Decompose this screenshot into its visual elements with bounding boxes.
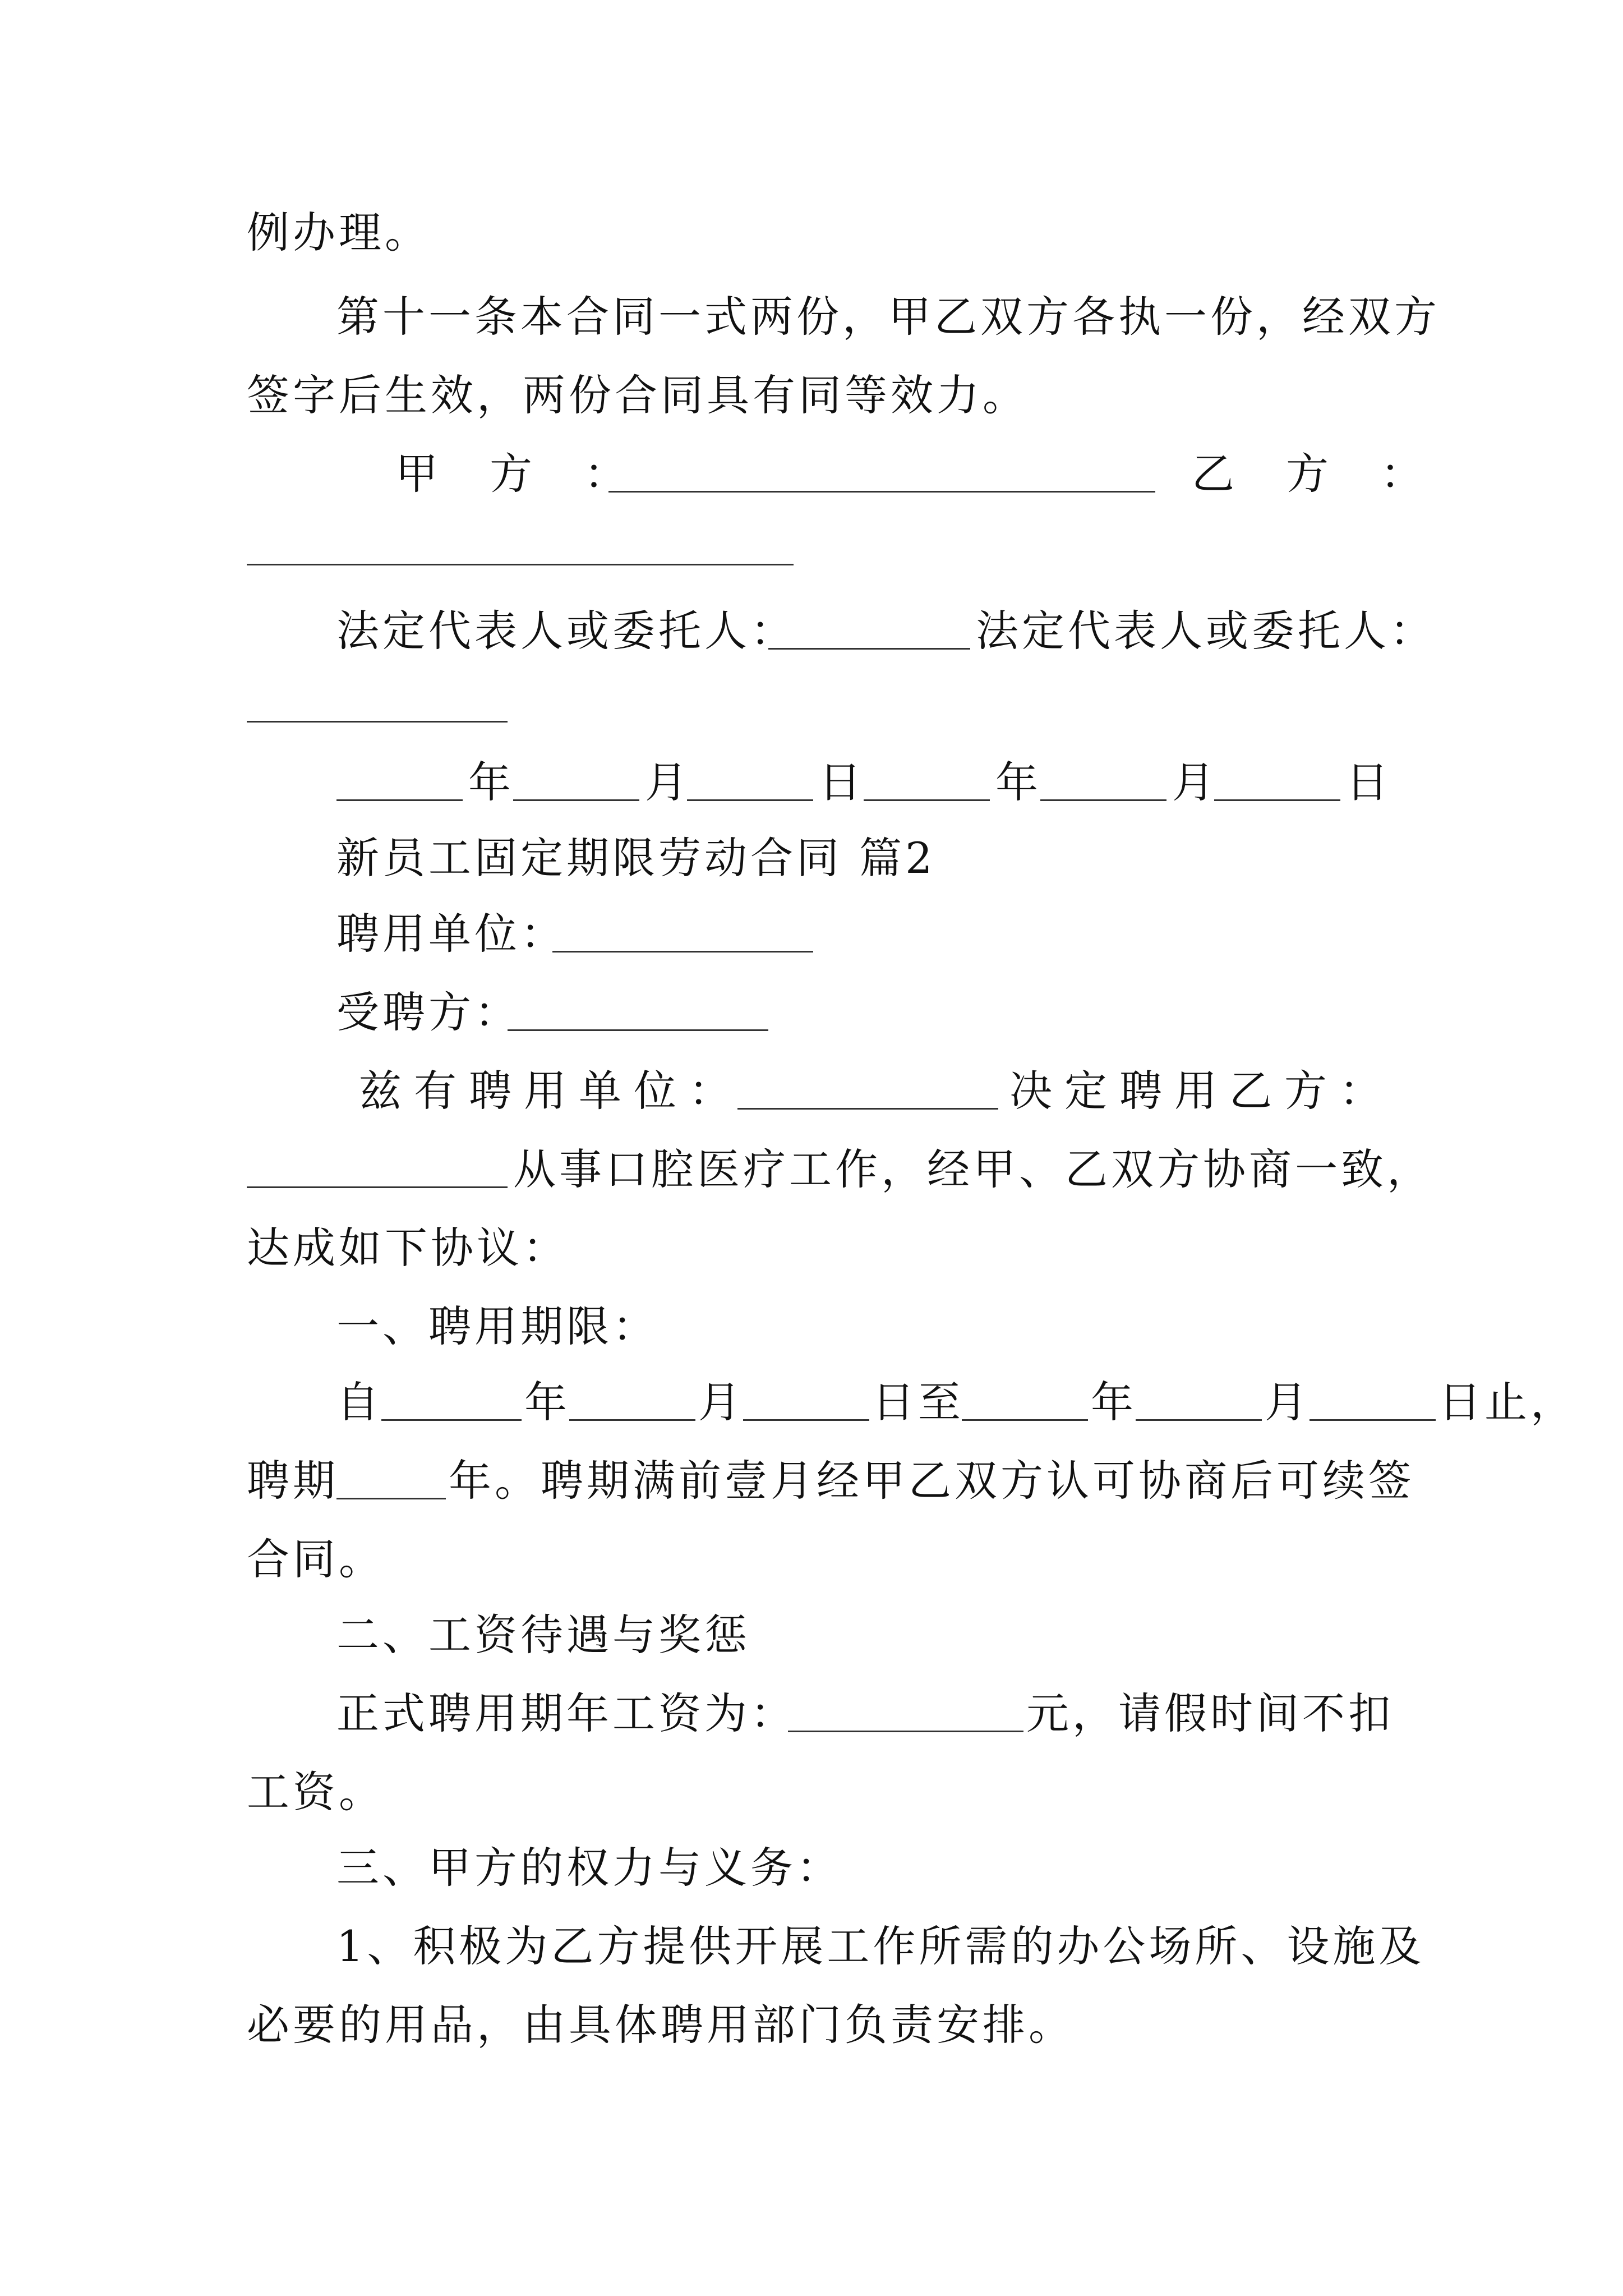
legal-rep-a-label: 法定代表人或委托人： xyxy=(336,606,796,656)
section-title: 新员工固定期限劳动合同 篇2 xyxy=(336,833,936,883)
party-a-label: 甲 方 ： xyxy=(395,449,646,499)
paragraph-line: 达成如下协议： xyxy=(247,1223,569,1273)
salary-label: 正式聘用期年工资为： xyxy=(336,1688,796,1738)
party-b-signature-line xyxy=(247,564,794,565)
employee-label: 受聘方： xyxy=(336,987,520,1037)
date-year-b-blank xyxy=(864,799,990,801)
decision-employer-blank xyxy=(737,1108,998,1110)
date-year-a-label: 年 xyxy=(468,757,514,807)
period-year-b-label: 年 xyxy=(1091,1377,1137,1427)
date-year-b-label: 年 xyxy=(995,757,1041,807)
period-year-b-blank xyxy=(962,1419,1088,1421)
date-day-a-blank xyxy=(687,799,813,801)
period-month-b-label: 月 xyxy=(1265,1377,1311,1427)
employer-label: 聘用单位： xyxy=(336,909,566,959)
employer-blank xyxy=(552,951,813,953)
paragraph-line: 合同。 xyxy=(247,1534,385,1584)
legal-rep-b-line xyxy=(247,721,508,723)
period-to-label: 日至 xyxy=(872,1377,964,1427)
paragraph-line: 工资。 xyxy=(247,1767,385,1817)
date-month-a-blank xyxy=(513,799,639,801)
party-b-label: 乙 方 ： xyxy=(1192,449,1442,499)
period-from-label: 自 xyxy=(336,1377,382,1427)
heading-two: 二、工资待遇与奖惩 xyxy=(336,1610,750,1660)
period-month-a-blank xyxy=(569,1419,695,1421)
salary-blank xyxy=(788,1731,1023,1732)
paragraph-line: 元，请假时间不扣 xyxy=(1026,1688,1394,1738)
employee-blank xyxy=(508,1029,768,1031)
date-day-a-label: 日 xyxy=(819,757,865,807)
paragraph-line: 签字后生效，两份合同具有同等效力。 xyxy=(247,370,1029,420)
paragraph-line: 从事口腔医疗工作，经甲、乙双方协商一致， xyxy=(513,1144,1433,1194)
heading-three: 三、甲方的权力与义务： xyxy=(336,1843,842,1893)
period-day-b-blank xyxy=(1310,1419,1436,1421)
paragraph-line: 1、积极为乙方提供开展工作所需的办公场所、设施及 xyxy=(336,1921,1425,1971)
party-a-signature-line xyxy=(608,491,1155,493)
decision-label-a: 兹有聘用单位： xyxy=(359,1066,744,1116)
period-end-label: 日止， xyxy=(1438,1377,1576,1427)
paragraph-line: 例办理。 xyxy=(247,208,431,257)
legal-rep-a-line xyxy=(768,648,970,650)
period-year-a-label: 年 xyxy=(524,1377,570,1427)
period-month-b-blank xyxy=(1136,1419,1262,1421)
legal-rep-b-label: 法定代表人或委托人： xyxy=(976,606,1436,656)
date-day-b-label: 日 xyxy=(1346,757,1392,807)
term-years-blank xyxy=(336,1498,446,1499)
decision-employee-blank xyxy=(247,1186,508,1188)
heading-one: 一、聘用期限： xyxy=(336,1301,658,1351)
date-day-b-blank xyxy=(1214,799,1340,801)
date-month-b-blank xyxy=(1040,799,1166,801)
term-label: 聘期 xyxy=(247,1456,339,1506)
paragraph-line: 必要的用品，由具体聘用部门负责安排。 xyxy=(247,2000,1075,2050)
period-year-a-blank xyxy=(381,1419,522,1421)
date-month-b-label: 月 xyxy=(1172,757,1218,807)
date-month-a-label: 月 xyxy=(645,757,691,807)
paragraph-line: 年。聘期满前壹月经甲乙双方认可协商后可续签 xyxy=(449,1456,1414,1506)
date-year-a-blank xyxy=(336,799,463,801)
period-month-a-label: 月 xyxy=(698,1377,744,1427)
paragraph-line: 第十一条本合同一式两份，甲乙双方各执一份，经双方 xyxy=(336,292,1440,342)
decision-label-b: 决定聘用乙方： xyxy=(1009,1066,1394,1116)
period-day-a-blank xyxy=(743,1419,869,1421)
